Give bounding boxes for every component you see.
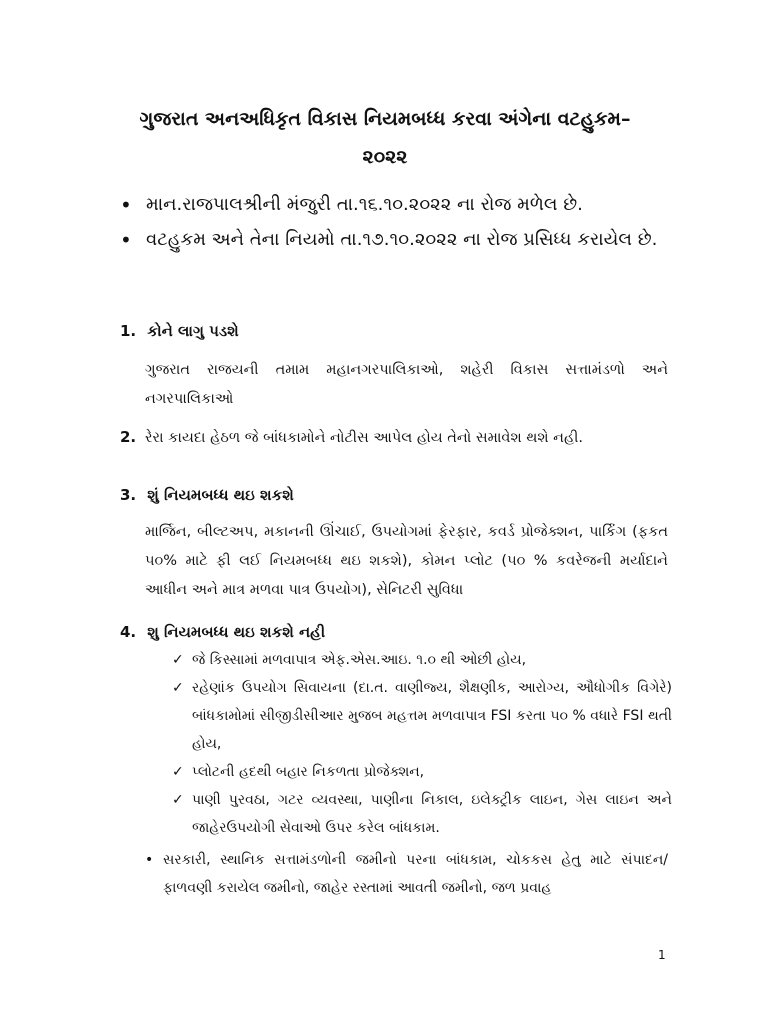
section-heading-text: શું નિયમબધ્ધ થઇ શકશે [147, 486, 294, 504]
page-number: 1 [658, 948, 666, 962]
section-2-number: 2. [120, 428, 137, 446]
check-item-text: રહેણાંક ઉપયોગ સિવાયના (દા.ત. વાણીજ્ય, શૈક્ષણીક, આરોગ્ય, ઔધોગીક વિગેરે) બાંધકામોમાં સીજીડીસીઆર મુજબ મહત્તમ મળવાપાત્ર FSI કરતા ૫૦ % વધારે FSI થતી હોય, [192, 680, 672, 752]
section-3-text: માર્જિન, બીલ્ટઅપ, મકાનની ઊંચાઈ, ઉપયોગમાં ફેરફાર, કવર્ડ પ્રોજેક્શન, પાર્કિંગ (ફકત ૫૦% માટે ફી લઈ નિયમબધ્ધ થઇ શકશે), કોમન પ્લોટ (૫૦ % કવરેજની મર્યાદાને આધીન અને માત્ર મળવા પાત્ર ઉપયોગ), સેનિટરી સુવિધા [145, 524, 668, 598]
section-number: 1. [120, 322, 137, 340]
title-line-1: ગુજરાત અનઅધિકૃત વિકાસ નિયમબધ્ધ કરવા અંગેના વટહુકમ– [139, 108, 631, 130]
section-heading-text: શુ નિયમબધ્ધ થઇ શકશે નહી [147, 623, 326, 641]
section-1-text: ગુજરાત રાજયની તમામ મહાનગરપાલિકાઓ, શહેરી વિકાસ સત્તામંડળો અને નગરપાલિકાઓ [145, 362, 668, 407]
document-title [100, 100, 670, 176]
checkmark-icon: ✓ [172, 652, 184, 668]
section-3-heading [120, 486, 294, 504]
checkmark-icon: ✓ [172, 792, 184, 808]
check-item-text: પ્લોટની હદથી બહાર નિકળતા પ્રોજેક્શન, [192, 764, 425, 780]
section-2-text: રેરા કાયદા હેઠળ જે બાંધકામોને નોટીસ આપેલ હોય તેનો સમાવેશ થશે નહી. [145, 430, 584, 446]
section-1-heading [120, 322, 239, 340]
bullet-icon: • [120, 193, 132, 217]
check-item-text: જે કિસ્સામાં મળવાપાત્ર એફ.એસ.આઇ. ૧.૦ થી ઓછી હોય, [192, 652, 527, 668]
bullet-icon: • [145, 852, 154, 868]
title-line-2: ૨૦૨૨ [362, 146, 408, 168]
checkmark-icon: ✓ [172, 680, 184, 696]
intro-bullet-text: વટહુકમ અને તેના નિયમો તા.૧૭.૧૦.૨૦૨૨ ના રોજ પ્રસિધ્ધ કરાયેલ છે. [146, 229, 658, 250]
section-4-bullet-text: સરકારી, સ્થાનિક સત્તામંડળોની જમીનો પરના બાંધકામ, ચોકકસ હેતુ માટે સંપાદન/ ફાળવણી કરાયેલ જમીનો, જાહેર રસ્તામાં આવતી જમીનો, જળ પ્રવાહ [163, 852, 668, 896]
intro-bullet-text: માન.રાજપાલશ્રીની મંજુરી તા.૧૬.૧૦.૨૦૨૨ ના રોજ મળેલ છે. [146, 194, 583, 215]
section-number: 4. [120, 623, 137, 641]
section-heading-text: કોને લાગુ પડશે [147, 322, 239, 340]
section-number: 3. [120, 486, 137, 504]
check-item-text: પાણી પુરવઠા, ગટર વ્યવસ્થા, પાણીના નિકાલ, ઇલેક્ટ્રીક લાઇન, ગેસ લાઇન અને જાહેરઉપયોગી સેવાઓ ઉપર કરેલ બાંધકામ. [192, 792, 672, 836]
checkmark-icon: ✓ [172, 764, 184, 780]
bullet-icon: • [120, 228, 132, 252]
section-4-heading [120, 623, 325, 641]
